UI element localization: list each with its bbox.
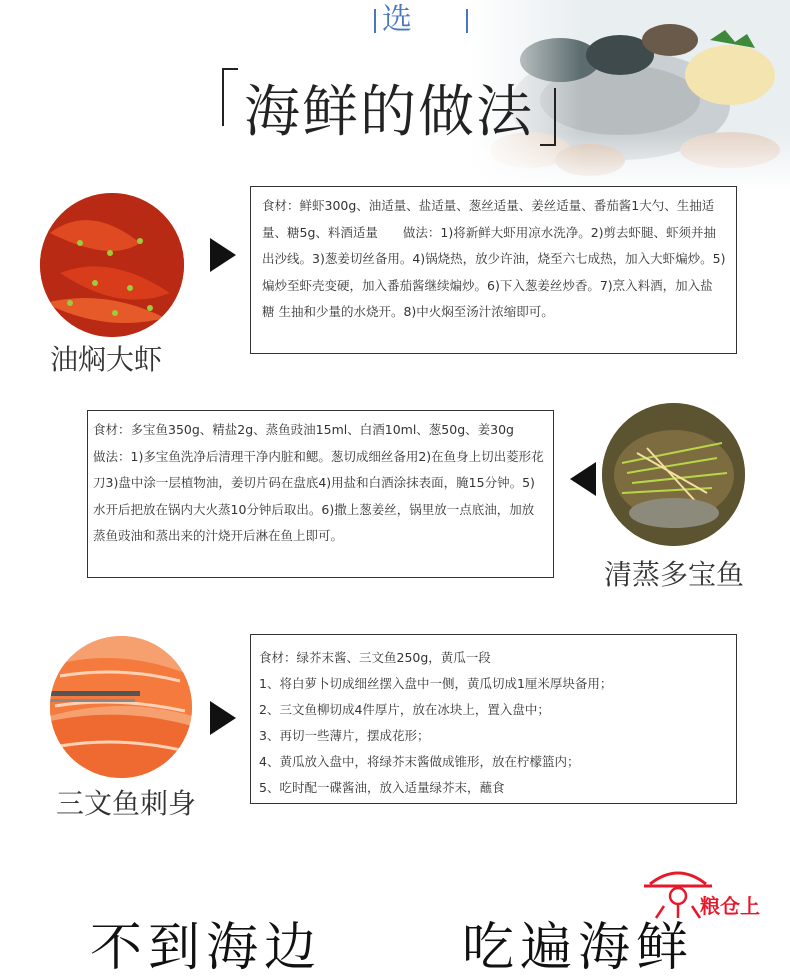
shrimp-dish-image [40, 193, 184, 337]
arrow-right-icon [210, 701, 236, 735]
header-tag-1 [374, 0, 412, 38]
title-bracket-right [540, 88, 556, 146]
slogan-left: 不到海边 [90, 918, 323, 978]
dish-name-salmon-sashimi: 三文鱼刺身 [56, 787, 197, 820]
brand-logo-text: 粮仓上 [700, 894, 760, 918]
recipe-text: 食材：多宝鱼350g、精盐2g、蒸鱼豉油15ml、白酒10ml、葱50g、姜30g 做法：1)多宝鱼洗净后清理干净内脏和鳃。葱切成细丝备用2)在鱼身上切出菱形花刀3)盘中涂一层植物油，姜切片码在盘底4)用盐和白酒涂抹表面，腌15分钟。5)水开后把放在锅内大火蒸10分钟后取出。6)撒上葱姜丝，锅里放一点底油，加放蒸鱼豉油和蒸出来的汁烧开后淋在鱼上即可。 [93, 422, 544, 543]
dish-name-steamed-turbot: 清蒸多宝鱼 [604, 558, 745, 591]
salmon-dish-image [50, 636, 192, 778]
recipe-step: 1、将白萝卜切成细丝摆入盘中一侧，黄瓜切成1厘米厚块备用； [259, 676, 613, 691]
divider [374, 9, 376, 33]
title-bracket-left [222, 68, 238, 126]
recipe-text-braised-shrimp [250, 186, 737, 354]
recipe-text: 食材：鲜虾300g、油适量、盐适量、葱丝适量、姜丝适量、番茄酱1大勺、生抽适量、糖5g、料酒适量 做法：1)将新鲜大虾用凉水洗净。2)剪去虾腿、虾须并抽出沙线。3)葱姜切丝备用。4)锅烧热，放少许油，烧至六七成热，加入大虾煸炒。5)煸炒至虾壳变硬，加入番茄酱继续煸炒。6)下入葱姜丝炒香。7)烹入料酒，加入盐 糖 生抽和少量的水烧开。8)中火焖至汤汁浓缩即可。 [262, 198, 726, 319]
arrow-right-icon [210, 238, 236, 272]
page-title: 海鲜的做法 [244, 80, 534, 145]
tag-text: 选 [382, 2, 412, 37]
recipe-step: 食材：绿芥末酱、三文鱼250g，黄瓜一段 [259, 650, 491, 665]
recipe-step: 4、黄瓜放入盘中，将绿芥末酱做成锥形，放在柠檬篮内； [259, 754, 580, 769]
dish-name-braised-shrimp: 油焖大虾 [50, 343, 163, 376]
recipe-step: 2、三文鱼柳切成4件厚片，放在冰块上，置入盘中； [259, 702, 550, 717]
slogan-right: 吃遍海鲜 [462, 918, 695, 978]
recipe-text-salmon-sashimi [250, 634, 737, 804]
arrow-left-icon [570, 462, 596, 496]
divider [466, 9, 468, 33]
recipe-step: 5、吃时配一碟酱油，放入适量绿芥末，蘸食 [259, 780, 505, 795]
recipe-step: 3、再切一些薄片，摆成花形； [259, 728, 430, 743]
recipe-text-steamed-turbot [87, 410, 554, 578]
turbot-dish-image [602, 403, 745, 546]
